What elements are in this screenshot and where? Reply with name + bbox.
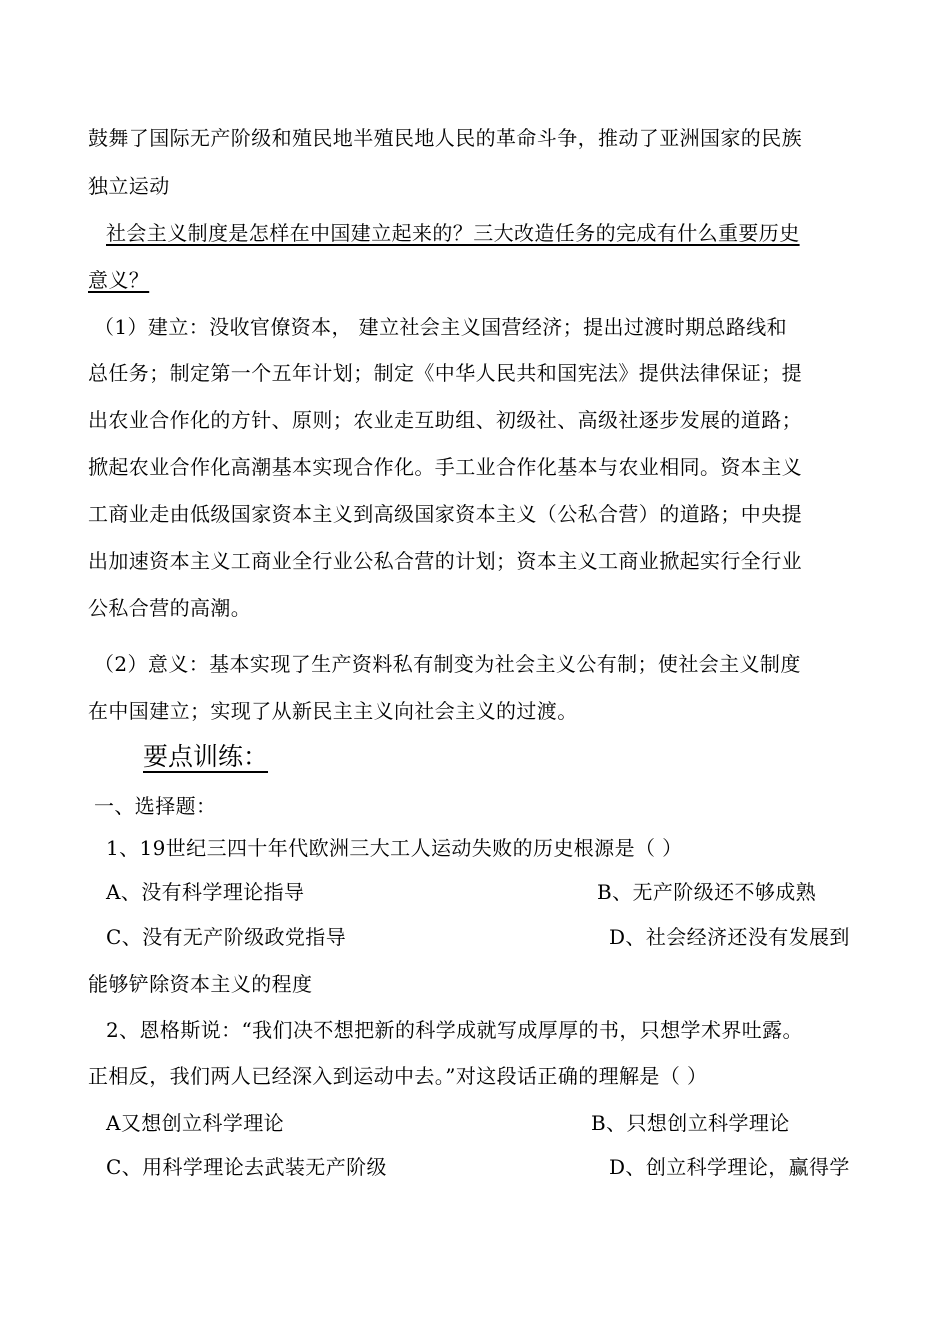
q2-option-d: D、创立科学理论，赢得学 [609, 1155, 850, 1179]
q2-stem-line-1: 2、恩格斯说：“我们决不想把新的科学成就写成厚厚的书，只想学术界吐露。 [106, 1018, 803, 1042]
section-title: 一、选择题： [94, 794, 217, 818]
q1-option-c: C、没有无产阶级政党指导 [106, 925, 347, 949]
q1-option-a: A、没有科学理论指导 [106, 880, 305, 904]
question-line-1: 社会主义制度是怎样在中国建立起来的？三大改造任务的完成有什么重要历史 [106, 221, 800, 245]
question-line-2: 意义？ [88, 268, 150, 292]
q1-option-d-continued: 能够铲除资本主义的程度 [88, 972, 313, 996]
q1-option-d: D、社会经济还没有发展到 [609, 925, 850, 949]
training-heading: 要点训练： [143, 742, 269, 771]
answer1-line-4: 掀起农业合作化高潮基本实现合作化。手工业合作化基本与农业相同。资本主义 [88, 455, 802, 479]
answer1-line-6: 出加速资本主义工商业全行业公私合营的计划；资本主义工商业掀起实行全行业 [88, 549, 802, 573]
q2-option-c: C、用科学理论去武装无产阶级 [106, 1155, 387, 1179]
q1-option-b: B、无产阶级还不够成熟 [597, 880, 817, 904]
answer2-line-2: 在中国建立；实现了从新民主主义向社会主义的过渡。 [88, 699, 578, 723]
answer1-line-1: （1）建立：没收官僚资本， 建立社会主义国营经济；提出过渡时期总路线和 [94, 315, 788, 339]
q2-stem-line-2: 正相反，我们两人已经深入到运动中去。”对这段话正确的理解是（ ） [88, 1064, 708, 1088]
intro-line-1: 鼓舞了国际无产阶级和殖民地半殖民地人民的革命斗争，推动了亚洲国家的民族 [88, 126, 802, 150]
intro-line-2: 独立运动 [88, 174, 170, 198]
answer1-line-3: 出农业合作化的方针、原则；农业走互助组、初级社、高级社逐步发展的道路； [88, 408, 802, 432]
answer1-line-2: 总任务；制定第一个五年计划；制定《中华人民共和国宪法》提供法律保证；提 [88, 361, 802, 385]
q2-option-a: A又想创立科学理论 [106, 1111, 285, 1135]
answer1-line-7: 公私合营的高潮。 [88, 596, 252, 620]
answer1-line-5: 工商业走由低级国家资本主义到高级国家资本主义（公私合营）的道路；中央提 [88, 502, 802, 526]
answer2-line-1: （2）意义：基本实现了生产资料私有制变为社会主义公有制；使社会主义制度 [94, 652, 801, 676]
q2-option-b: B、只想创立科学理论 [591, 1111, 790, 1135]
q1-stem: 1、19世纪三四十年代欧洲三大工人运动失败的历史根源是（ ） [106, 836, 683, 860]
